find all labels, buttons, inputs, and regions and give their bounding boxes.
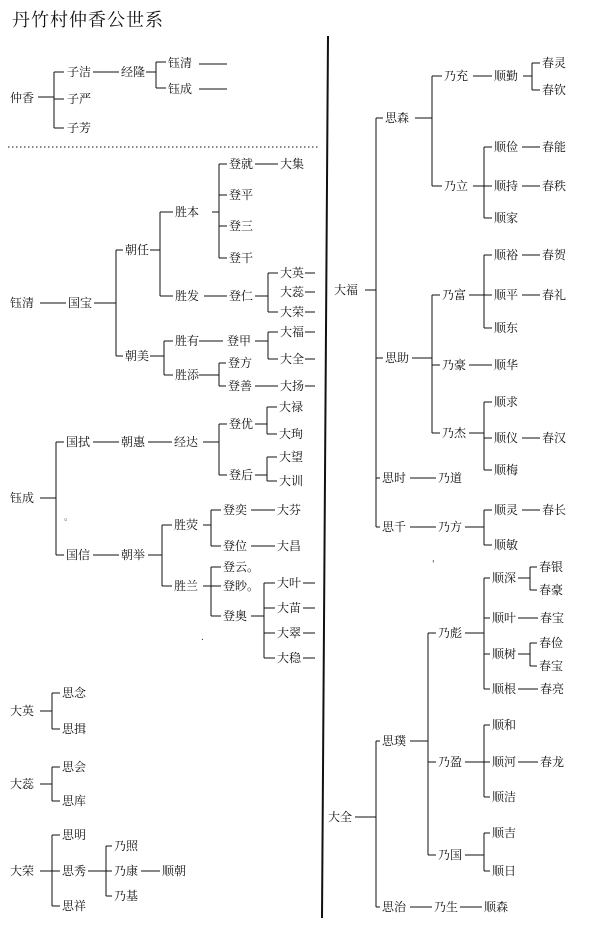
person-chaomei: 朝美	[125, 349, 150, 363]
person-shunjie: 顺洁	[492, 790, 517, 804]
person-siku: 思库	[62, 794, 87, 808]
person-chunbao: 春宝	[540, 611, 565, 625]
person-dengren: 登仁	[229, 289, 254, 303]
person-chunli: 春礼	[542, 288, 567, 302]
person-shengfa: 胜发	[175, 289, 200, 303]
person-zhongxiang-long: 经隆	[121, 65, 146, 79]
print-speck: 。	[64, 513, 74, 523]
person-naichong: 乃充	[444, 69, 469, 83]
person-yuqing: 钰清	[168, 56, 193, 70]
person-daye: 大叶	[277, 576, 302, 590]
person-sixiang: 思祥	[62, 899, 87, 913]
person-daju: 大珣	[279, 427, 304, 441]
person-sizhi: 思治	[382, 900, 407, 914]
person-chunliang: 春亮	[540, 682, 565, 696]
person-shunyi: 顺仪	[494, 431, 519, 445]
person-zhongxiang: 仲香	[10, 91, 35, 105]
person-sinian: 思念	[62, 686, 87, 700]
person-b-daying: 大英	[10, 704, 35, 718]
person-shunshu: 顺树	[492, 647, 517, 661]
person-chunhao: 春豪	[539, 583, 564, 597]
print-speck: .	[201, 633, 204, 643]
person-guoxin: 国信	[66, 548, 91, 562]
person-sisen: 思森	[385, 111, 410, 125]
person-shunmin: 顺敏	[494, 538, 519, 552]
person-naifu: 乃富	[442, 288, 467, 302]
person-naili: 乃立	[444, 179, 469, 193]
person-denggan: 登干	[229, 251, 254, 265]
person-daquan: 大全	[280, 352, 305, 366]
person-dafu: 大福	[280, 325, 305, 339]
person-naiji: 乃基	[114, 889, 139, 903]
person-shunshen: 顺深	[492, 571, 517, 585]
person-shunqin: 顺勤	[494, 69, 519, 83]
person-dengao: 登奥	[223, 609, 248, 623]
person-dalu: 大禄	[279, 400, 304, 414]
person-shenglan: 胜兰	[174, 579, 199, 593]
person-dengyun: 登云。	[223, 560, 260, 574]
person-dengfang: 登方	[228, 356, 253, 370]
person-dacui: 大翠	[277, 626, 302, 640]
person-guobao: 国宝	[68, 296, 93, 310]
person-chaoju: 朝举	[121, 548, 146, 562]
person-chunjian: 春俭	[539, 636, 564, 650]
person-dawang: 大望	[279, 450, 304, 464]
person-b-darui: 大蕊	[10, 777, 35, 791]
person-daying: 大英	[280, 266, 305, 280]
person-sihui-ying: 思揖	[62, 722, 87, 736]
person-shunhe: 顺和	[492, 718, 517, 732]
person-shunji: 顺吉	[492, 826, 517, 840]
person-dengsan: 登三	[229, 219, 254, 233]
person-chunzhi: 春秩	[542, 179, 567, 193]
person-naiguo: 乃国	[438, 848, 463, 862]
person-naisheng: 乃生	[434, 900, 459, 914]
person-chunyin: 春银	[539, 560, 564, 574]
person-shundong: 顺东	[494, 321, 519, 335]
person-dayang: 大扬	[280, 379, 305, 393]
person-dengyi: 登奕	[223, 503, 248, 517]
person-shunchao: 顺朝	[162, 864, 187, 878]
person-shunyu: 顺裕	[494, 248, 519, 262]
person-naiying: 乃盈	[438, 755, 463, 769]
person-chunlong: 春龙	[540, 755, 565, 769]
person-shunping: 顺平	[494, 288, 519, 302]
print-speck: '	[432, 560, 435, 570]
person-chunneng: 春能	[542, 140, 567, 154]
person-shunqiu: 顺求	[494, 395, 519, 409]
person-shunri: 顺日	[492, 864, 517, 878]
person-ziyan: 子严	[67, 92, 92, 106]
person-chunhe: 春贺	[542, 248, 567, 262]
person-shunmei: 顺梅	[494, 463, 519, 477]
person-shunhe2: 顺河	[492, 755, 517, 769]
person-dengjia: 登甲	[227, 334, 252, 348]
person-dengjiu: 登就	[229, 157, 254, 171]
person-sipu: 思璞	[382, 734, 407, 748]
person-shunjia: 顺家	[494, 211, 519, 225]
person-q-yuqing: 钰清	[10, 296, 35, 310]
person-darui: 大蕊	[280, 285, 305, 299]
person-naijie: 乃杰	[442, 426, 467, 440]
person-siqian: 思千	[382, 520, 407, 534]
person-darong: 大荣	[280, 305, 305, 319]
person-naibiao: 乃彪	[438, 626, 463, 640]
person-shunhua: 顺华	[494, 358, 519, 372]
person-denghou: 登后	[229, 468, 254, 482]
person-zijie: 子洁	[67, 65, 92, 79]
person-siming: 思明	[62, 828, 87, 842]
person-naikang: 乃康	[114, 864, 139, 878]
person-dawen: 大稳	[277, 651, 302, 665]
person-shunchi: 顺持	[494, 179, 519, 193]
person-r-dafu: 大福	[334, 283, 359, 297]
person-daji: 大集	[280, 157, 305, 171]
person-naifang: 乃方	[438, 520, 463, 534]
person-zifang: 子芳	[67, 121, 92, 135]
person-naidao: 乃道	[438, 471, 463, 485]
person-daxun: 大训	[279, 474, 304, 488]
person-dafen: 大芬	[277, 503, 302, 517]
person-chaohui: 朝惠	[121, 435, 146, 449]
person-chaoren: 朝任	[125, 243, 150, 257]
person-yucheng: 钰成	[168, 82, 193, 96]
person-shengtian: 胜添	[175, 368, 200, 382]
person-chunchang: 春长	[542, 503, 567, 517]
person-chunhan: 春汉	[542, 431, 567, 445]
person-jingda: 经达	[174, 435, 199, 449]
person-naizhao: 乃照	[114, 839, 139, 853]
person-naihao: 乃豪	[442, 358, 467, 372]
person-shunye: 顺叶	[492, 611, 517, 625]
person-shengyou: 胜有	[175, 334, 200, 348]
person-sihui: 思会	[62, 760, 87, 774]
person-guoshi: 国拭	[66, 435, 91, 449]
person-dengyou: 登优	[229, 417, 254, 431]
person-damiao: 大苗	[277, 601, 302, 615]
person-r-daquan: 大全	[328, 810, 353, 824]
person-dengping: 登平	[229, 188, 254, 202]
person-sishi: 思时	[382, 471, 407, 485]
person-shunsen: 顺森	[484, 900, 509, 914]
person-q-yucheng: 钰成	[10, 491, 35, 505]
page-title: 丹竹村仲香公世系	[12, 10, 164, 31]
person-shengying: 胜荧	[174, 518, 199, 532]
person-sizhu: 思助	[385, 351, 410, 365]
person-chunqin: 春钦	[542, 83, 567, 97]
person-dengwei: 登位	[223, 539, 248, 553]
person-shunling: 顺灵	[494, 503, 519, 517]
person-dachang: 大昌	[277, 539, 302, 553]
person-sixiu: 思秀	[62, 864, 87, 878]
person-shungen: 顺根	[492, 682, 517, 696]
person-shunjian: 顺俭	[494, 140, 519, 154]
person-shengben: 胜本	[175, 205, 200, 219]
person-b-darong: 大荣	[10, 864, 35, 878]
person-dengshan: 登善	[228, 379, 253, 393]
person-chunbao2: 春宝	[539, 659, 564, 673]
person-chunling: 春灵	[542, 56, 567, 70]
person-dengmiao: 登眇。	[223, 579, 260, 593]
